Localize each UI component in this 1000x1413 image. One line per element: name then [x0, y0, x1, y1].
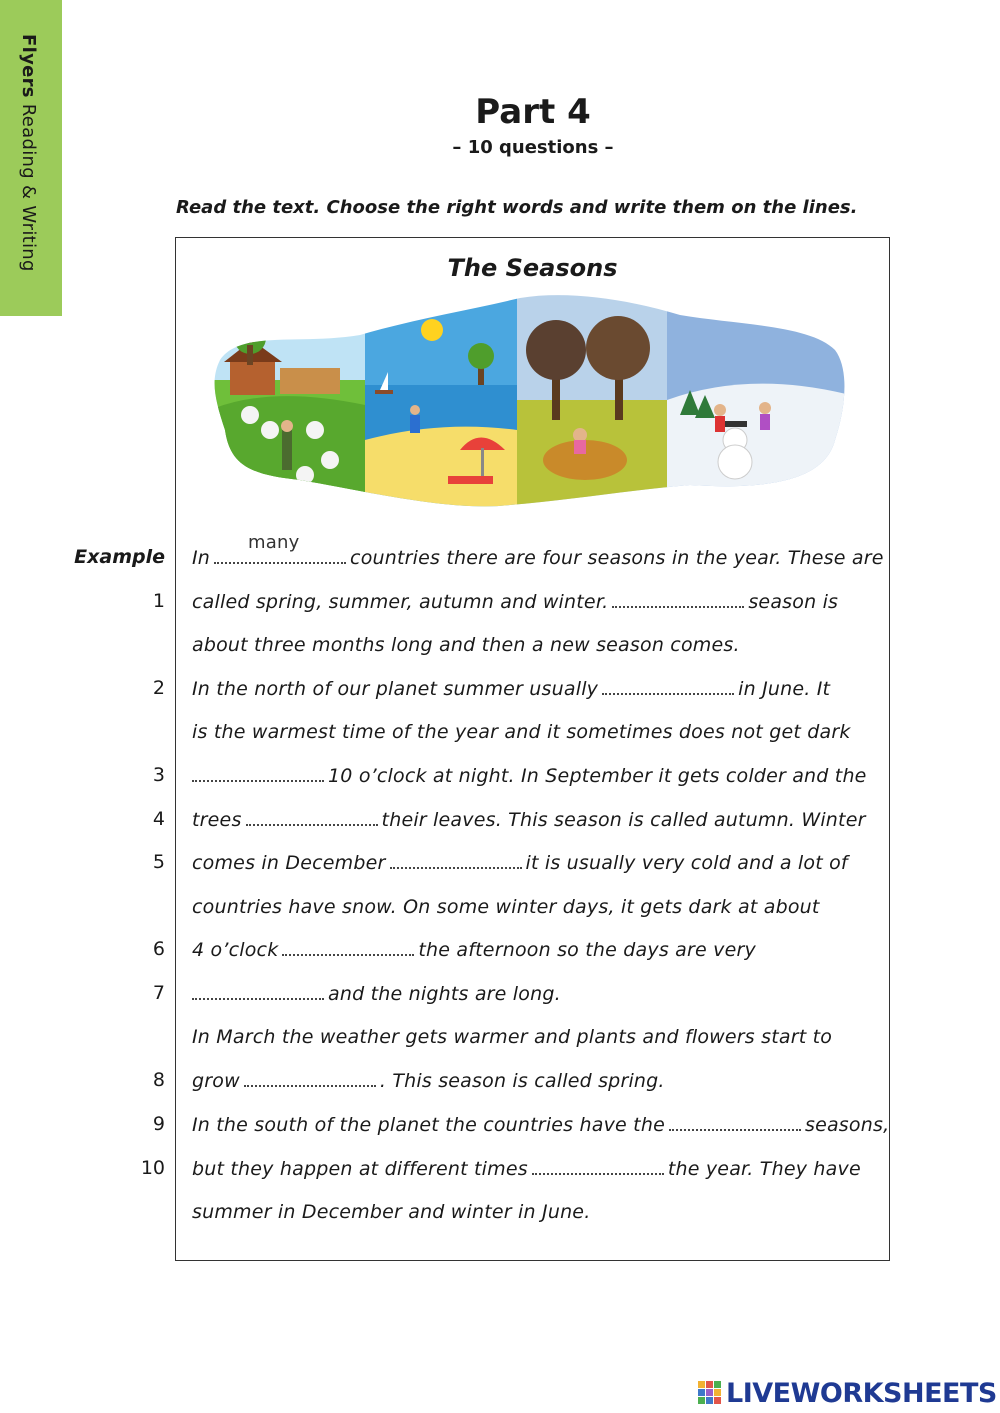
passage-line: [192, 983, 561, 1005]
line-text: 4 o’clock: [192, 939, 279, 961]
passage-line: [192, 1114, 889, 1136]
question-number: 3: [152, 764, 165, 786]
question-number: 4: [152, 808, 165, 830]
line-text: 10 o’clock at night. In September it gets colder and the: [328, 765, 867, 787]
passage-line: [192, 809, 866, 831]
question-number: 7: [152, 982, 165, 1004]
line-text: called spring, summer, autumn and winter.: [192, 591, 609, 613]
logo-text: LIVEWORKSHEETS: [726, 1377, 997, 1409]
logo-icon: [698, 1381, 722, 1405]
line-text: seasons,: [804, 1114, 890, 1136]
passage-line: summer in December and winter in June.: [192, 1201, 591, 1223]
example-answer: many: [248, 532, 300, 553]
line-text: the year. They have: [667, 1158, 861, 1180]
question-number: 8: [152, 1069, 165, 1091]
line-text: In the north of our planet summer usually: [192, 678, 599, 700]
passage-line: about three months long and then a new season comes.: [192, 634, 740, 656]
side-tab: [0, 0, 62, 316]
question-number: 10: [140, 1157, 165, 1179]
line-text: it is usually very cold and a lot of: [525, 852, 848, 874]
page-subtitle: – 10 questions –: [452, 137, 614, 158]
line-text: . This season is called spring.: [379, 1070, 665, 1092]
line-text: countries there are four seasons in the year. These are: [350, 547, 884, 569]
line-text: but they happen at different times: [192, 1158, 528, 1180]
instruction: Read the text. Choose the right words and write them on the lines.: [176, 197, 858, 218]
line-text: and the nights are long.: [328, 983, 561, 1005]
line-text: season is: [748, 591, 839, 613]
passage-line: countries have snow. On some winter days, it gets dark at about: [192, 896, 820, 918]
question-number: 5: [152, 851, 165, 873]
question-number: 9: [152, 1113, 165, 1135]
line-text: in June. It: [738, 678, 831, 700]
line-text: grow: [192, 1070, 240, 1092]
question-number: 1: [152, 590, 165, 612]
answer-blank-10[interactable]: [532, 1159, 664, 1175]
side-tab-level: Flyers: [18, 34, 39, 98]
answer-blank-3[interactable]: [192, 766, 324, 782]
line-text: the afternoon so the days are very: [418, 939, 756, 961]
passage-line: [192, 1158, 861, 1180]
side-tab-skill: Reading & Writing: [18, 103, 39, 272]
line-text: In the south of the planet the countries have the: [192, 1114, 665, 1136]
seasons-illustration: [210, 290, 850, 518]
line-text: comes in December: [192, 852, 386, 874]
question-number: 2: [152, 677, 165, 699]
passage-line: [192, 532, 884, 569]
answer-blank-7[interactable]: [192, 984, 324, 1000]
answer-blank-8[interactable]: [244, 1071, 376, 1087]
passage-line: [192, 591, 838, 613]
example-blank: [214, 532, 346, 564]
passage-line: [192, 939, 756, 961]
passage-line: [192, 765, 867, 787]
answer-blank-5[interactable]: [390, 853, 522, 869]
passage-line: [192, 1070, 665, 1092]
line-text: In: [192, 547, 211, 569]
answer-blank-2[interactable]: [602, 679, 734, 695]
passage-title: The Seasons: [447, 254, 618, 282]
question-number: 6: [152, 938, 165, 960]
page-title: Part 4: [475, 92, 591, 132]
line-text: trees: [192, 809, 242, 831]
liveworksheets-logo: [698, 1376, 997, 1410]
line-text: their leaves. This season is called autumn. Winter: [381, 809, 866, 831]
passage-line: In March the weather gets warmer and plants and flowers start to: [192, 1026, 833, 1048]
answer-blank-4[interactable]: [246, 810, 378, 826]
question-number: Example: [74, 546, 165, 568]
answer-blank-1[interactable]: [612, 592, 744, 608]
answer-blank-6[interactable]: [282, 940, 414, 956]
passage-line: is the warmest time of the year and it sometimes does not get dark: [192, 721, 851, 743]
answer-blank-9[interactable]: [669, 1115, 801, 1131]
passage-line: [192, 852, 848, 874]
passage-line: [192, 678, 830, 700]
